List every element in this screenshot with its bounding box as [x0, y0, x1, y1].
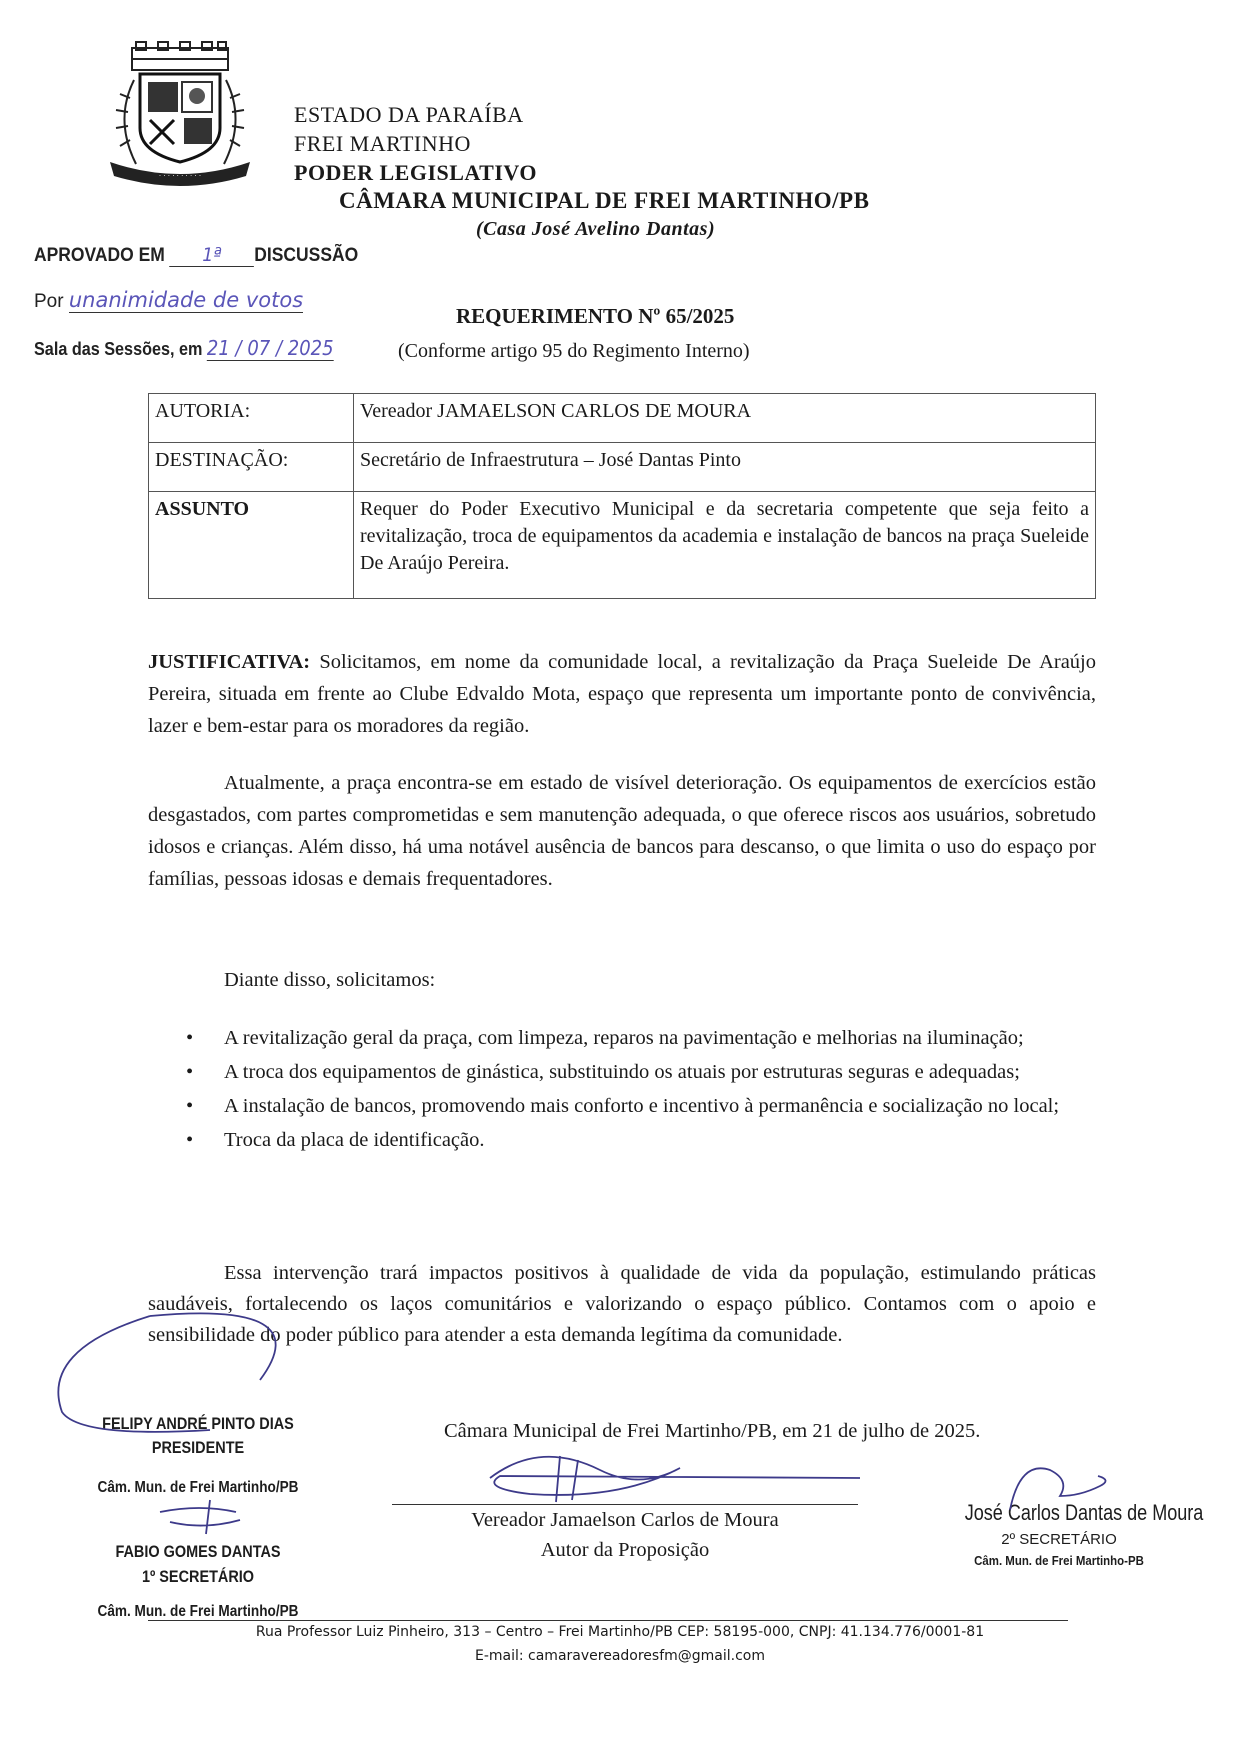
header-branch: PODER LEGISLATIVO	[294, 160, 537, 185]
footer-address: Rua Professor Luiz Pinheiro, 313 – Centro – Frei Martinho/PB CEP: 58195-000, CNPJ: 41.134.776/0001-81	[255, 1624, 985, 1640]
table-row-subject	[149, 492, 1096, 599]
approved-by-prefix: Por	[34, 291, 64, 312]
approval-stamp-line	[34, 244, 358, 267]
header-chamber: CÂMARA MUNICIPAL DE FREI MARTINHO/PB	[339, 188, 870, 213]
second-secretary-name: José Carlos Dantas de Moura	[964, 1500, 1204, 1525]
first-secretary-org: Câm. Mun. de Frei Martinho/PB	[97, 1603, 299, 1620]
approval-by-line	[34, 288, 303, 313]
document-subtitle: (Conforme artigo 95 do Regimento Interno)	[398, 340, 750, 362]
document-title: REQUERIMENTO Nº 65/2025	[456, 304, 735, 328]
destination-value: Secretário de Infraestrutura – José Dantas Pinto	[354, 443, 1096, 492]
footer-divider	[148, 1620, 1068, 1621]
place-and-date: Câmara Municipal de Frei Martinho/PB, em 21 de julho de 2025.	[444, 1420, 981, 1442]
first-secretary-role: 1º SECRETÁRIO	[141, 1567, 255, 1586]
session-date: 21 / 07 / 2025	[206, 336, 334, 360]
requirement-info-table	[148, 393, 1096, 599]
municipal-coat-of-arms	[100, 40, 260, 190]
approved-value: 1ª	[170, 244, 255, 267]
body-paragraph-4: Essa intervenção trará impactos positivos à qualidade de vida da população, estimulando práticas saudáveis, fortalecendo os laços comunitários e valorizando o espaço público. Contamos com o apoio e sensibilidade do poder público para atender a esta demanda legítima da comunidade.	[148, 1262, 1096, 1346]
author-name: Vereador Jamaelson Carlos de Moura	[471, 1509, 779, 1531]
session-prefix: Sala das Sessões, em	[34, 339, 203, 359]
justification-paragraph	[148, 646, 1096, 742]
justification-text: Solicitamos, em nome da comunidade local, a revitalização da Praça Sueleide De Araújo Pereira, situada em frente ao Clube Edvaldo Mota, espaço que representa um importante ponto de convivência, lazer e bem-estar para os moradores da região.	[148, 651, 1096, 737]
request-list	[148, 1024, 1096, 1160]
second-secretary-org: Câm. Mun. de Frei Martinho-PB	[974, 1553, 1144, 1568]
subject-label: ASSUNTO	[149, 492, 354, 599]
authorship-value: Vereador JAMAELSON CARLOS DE MOURA	[354, 394, 1096, 443]
subject-value: Requer do Poder Executivo Municipal e da secretaria competente que seja feito a revitalização, troca de equipamentos da academia e instalação de bancos na praça Sueleide De Araújo Pereira.	[354, 492, 1096, 599]
header-state: ESTADO DA PARAÍBA	[294, 102, 524, 127]
table-row-destination	[149, 443, 1096, 492]
list-item: • A instalação de bancos, promovendo mais conforto e incentivo à permanência e socialização no local;	[148, 1092, 1096, 1120]
justification-label: JUSTIFICATIVA:	[148, 651, 311, 673]
approved-by-value: unanimidade de votos	[68, 288, 304, 312]
header-house: (Casa José Avelino Dantas)	[476, 218, 716, 240]
session-line	[34, 336, 334, 361]
president-name: FELIPY ANDRÉ PINTO DIAS	[102, 1414, 294, 1433]
president-org: Câm. Mun. de Frei Martinho/PB	[97, 1479, 299, 1496]
list-item: • A troca dos equipamentos de ginástica, substituindo os atuais por estruturas seguras e adequadas;	[148, 1058, 1096, 1086]
second-secretary-role: 2º SECRETÁRIO	[1001, 1531, 1117, 1548]
authorship-label: AUTORIA:	[149, 394, 354, 443]
author-signature-line	[392, 1504, 858, 1505]
body-paragraph-2: Atualmente, a praça encontra-se em estado de visível deterioração. Os equipamentos de exercícios estão desgastados, com partes comprometidas e sem manutenção adequada, o que oferece riscos aos usuários, sobretudo idosos e crianças. Além disso, há uma notável ausência de bancos para descanso, o que limita o uso do espaço por famílias, pessoas idosas e demais frequentadores.	[148, 772, 1096, 890]
list-item: • A revitalização geral da praça, com limpeza, reparos na pavimentação e melhorias na iluminação;	[148, 1024, 1096, 1052]
list-item: • Troca da placa de identificação.	[148, 1126, 1096, 1154]
table-row-authorship	[149, 394, 1096, 443]
discussion-label: DISCUSSÃO	[254, 245, 359, 266]
svg-text:· · · · · · · · · ·: · · · · · · · · · ·	[158, 172, 202, 180]
header-city: FREI MARTINHO	[294, 131, 471, 156]
footer-email: E-mail: camaravereadoresfm@gmail.com	[474, 1648, 766, 1664]
destination-label: DESTINAÇÃO:	[149, 443, 354, 492]
author-role: Autor da Proposição	[540, 1539, 710, 1561]
body-paragraph-3: Diante disso, solicitamos:	[224, 969, 436, 991]
approved-prefix: APROVADO EM	[34, 245, 165, 266]
first-secretary-name: FABIO GOMES DANTAS	[115, 1542, 281, 1561]
president-role: PRESIDENTE	[151, 1438, 245, 1457]
